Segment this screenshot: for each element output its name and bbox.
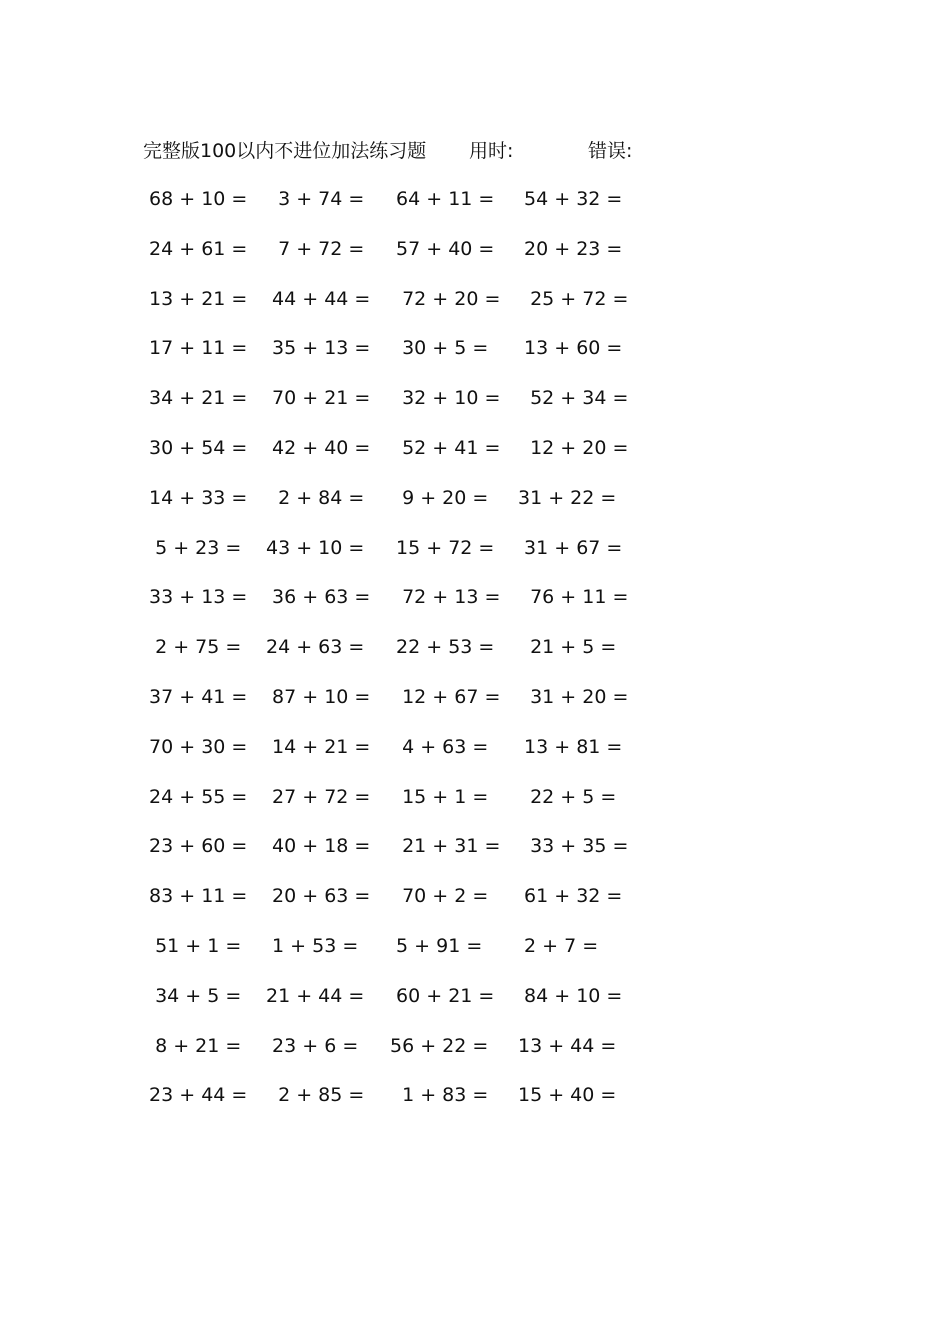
problem-item: 24 + 61 =	[143, 237, 248, 260]
problem-item: 23 + 6 =	[266, 1034, 359, 1057]
problem-item: 57 + 40 =	[390, 237, 495, 260]
problem-item: 15 + 72 =	[390, 536, 495, 559]
problem-item: 37 + 41 =	[143, 685, 248, 708]
problem-item: 43 + 10 =	[266, 536, 365, 559]
problem-item: 22 + 5 =	[518, 785, 617, 808]
problem-item: 33 + 13 =	[143, 586, 248, 609]
problem-item: 8 + 21 =	[143, 1034, 242, 1057]
problem-item: 22 + 53 =	[390, 636, 495, 659]
problem-item: 12 + 20 =	[518, 436, 629, 459]
problem-item: 60 + 21 =	[390, 984, 495, 1007]
problem-item: 34 + 21 =	[143, 387, 248, 410]
problem-item: 15 + 40 =	[518, 1084, 617, 1107]
problem-item: 34 + 5 =	[143, 984, 242, 1007]
problem-item: 33 + 35 =	[518, 835, 629, 858]
problem-item: 2 + 7 =	[518, 934, 599, 957]
problem-item: 5 + 91 =	[390, 934, 483, 957]
problem-row	[0, 234, 950, 284]
problem-item: 20 + 63 =	[266, 885, 371, 908]
problem-row	[0, 533, 950, 583]
problem-row	[0, 184, 950, 234]
problem-item: 20 + 23 =	[518, 237, 623, 260]
problem-item: 23 + 60 =	[143, 835, 248, 858]
problem-item: 54 + 32 =	[518, 188, 623, 210]
problem-row	[0, 284, 950, 334]
problem-row	[0, 931, 950, 981]
problem-item: 24 + 55 =	[143, 785, 248, 808]
problem-item: 17 + 11 =	[143, 337, 248, 360]
problem-item: 21 + 44 =	[266, 984, 365, 1007]
problem-item: 35 + 13 =	[266, 337, 371, 360]
problem-item: 5 + 23 =	[143, 536, 242, 559]
problem-row	[0, 881, 950, 931]
problem-item: 51 + 1 =	[143, 934, 242, 957]
problem-row	[0, 333, 950, 383]
problem-item: 25 + 72 =	[518, 287, 629, 310]
problem-item: 64 + 11 =	[390, 188, 495, 210]
problem-item: 24 + 63 =	[266, 636, 365, 659]
problem-item: 52 + 41 =	[390, 436, 501, 459]
problem-item: 7 + 72 =	[266, 237, 365, 260]
problem-item: 84 + 10 =	[518, 984, 623, 1007]
problem-row	[0, 782, 950, 832]
problem-item: 9 + 20 =	[390, 486, 489, 509]
problem-row	[0, 483, 950, 533]
problem-item: 13 + 44 =	[518, 1034, 617, 1057]
problem-item: 61 + 32 =	[518, 885, 623, 908]
problem-item: 21 + 5 =	[518, 636, 617, 659]
problem-item: 13 + 81 =	[518, 735, 623, 758]
problem-item: 2 + 85 =	[266, 1084, 365, 1107]
problem-row	[0, 1080, 950, 1130]
problem-item: 4 + 63 =	[390, 735, 489, 758]
problem-item: 31 + 22 =	[518, 486, 617, 509]
problem-item: 76 + 11 =	[518, 586, 629, 609]
problem-grid	[0, 184, 950, 1130]
time-label: 用时:	[469, 140, 514, 162]
problem-row	[0, 682, 950, 732]
problem-item: 44 + 44 =	[266, 287, 371, 310]
problem-row	[0, 582, 950, 632]
problem-item: 83 + 11 =	[143, 885, 248, 908]
problem-item: 31 + 20 =	[518, 685, 629, 708]
problem-item: 12 + 67 =	[390, 685, 501, 708]
worksheet-header	[143, 136, 663, 166]
problem-item: 13 + 21 =	[143, 287, 248, 310]
problem-row	[0, 1031, 950, 1081]
problem-item: 87 + 10 =	[266, 685, 371, 708]
problem-row	[0, 732, 950, 782]
problem-item: 31 + 67 =	[518, 536, 623, 559]
problem-item: 72 + 20 =	[390, 287, 501, 310]
problem-item: 70 + 21 =	[266, 387, 371, 410]
problem-item: 2 + 75 =	[143, 636, 242, 659]
problem-row	[0, 632, 950, 682]
problem-item: 56 + 22 =	[390, 1034, 489, 1057]
problem-item: 70 + 30 =	[143, 735, 248, 758]
problem-item: 27 + 72 =	[266, 785, 371, 808]
problem-row	[0, 831, 950, 881]
problem-item: 3 + 74 =	[266, 188, 365, 210]
problem-item: 40 + 18 =	[266, 835, 371, 858]
problem-item: 14 + 21 =	[266, 735, 371, 758]
problem-item: 1 + 83 =	[390, 1084, 489, 1107]
problem-row	[0, 383, 950, 433]
problem-item: 68 + 10 =	[143, 188, 248, 210]
worksheet-title: 完整版100以内不进位加法练习题	[143, 140, 427, 162]
problem-item: 72 + 13 =	[390, 586, 501, 609]
problem-item: 30 + 54 =	[143, 436, 248, 459]
problem-row	[0, 981, 950, 1031]
problem-item: 13 + 60 =	[518, 337, 623, 360]
problem-item: 1 + 53 =	[266, 934, 359, 957]
problem-item: 30 + 5 =	[390, 337, 489, 360]
problem-item: 23 + 44 =	[143, 1084, 248, 1107]
problem-item: 52 + 34 =	[518, 387, 629, 410]
problem-item: 70 + 2 =	[390, 885, 489, 908]
problem-item: 32 + 10 =	[390, 387, 501, 410]
problem-row	[0, 433, 950, 483]
problem-item: 2 + 84 =	[266, 486, 365, 509]
problem-item: 14 + 33 =	[143, 486, 248, 509]
problem-item: 15 + 1 =	[390, 785, 489, 808]
problem-item: 42 + 40 =	[266, 436, 371, 459]
problem-item: 21 + 31 =	[390, 835, 501, 858]
problem-item: 36 + 63 =	[266, 586, 371, 609]
error-label: 错误:	[588, 140, 633, 162]
